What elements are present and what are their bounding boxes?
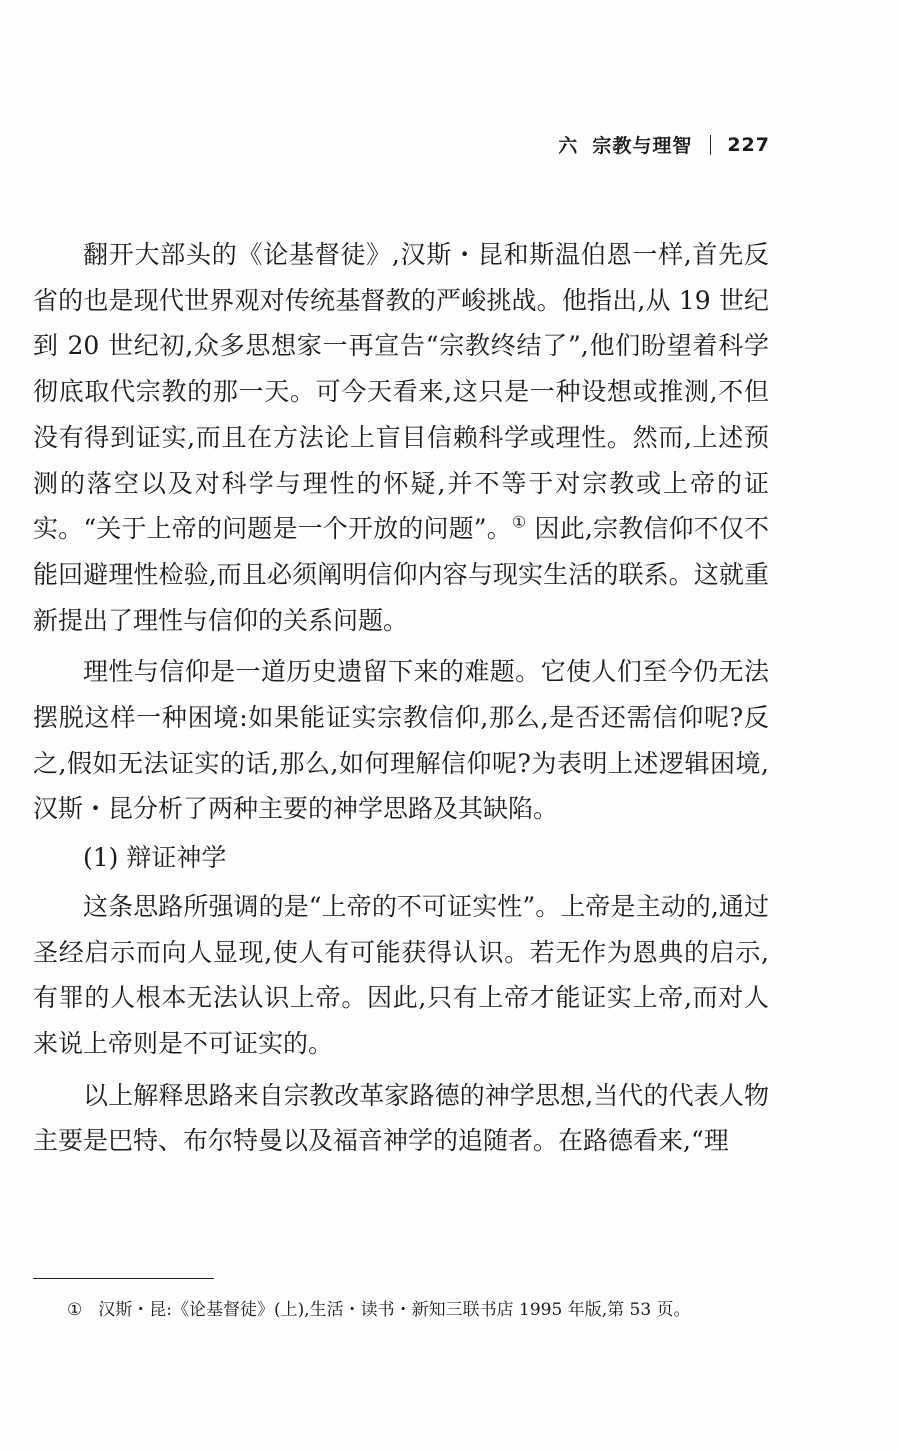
chapter-number: 六 bbox=[558, 135, 579, 157]
footnote-text: 汉斯・昆:《论基督徒》(上),生活・读书・新知三联书店 1995 年版,第 53 页。 bbox=[98, 1300, 691, 1320]
footnote-divider bbox=[33, 1278, 214, 1279]
header-divider bbox=[710, 135, 711, 155]
body-text bbox=[33, 232, 769, 1164]
paragraph-3: 这条思路所强调的是“上帝的不可证实性”。上帝是主动的,通过圣经启示而向人显现,使人有可能获得认识。若无作为恩典的启示,有罪的人根本无法认识上帝。因此,只有上帝才能证实上帝,而对人来说上帝则是不可证实的。 bbox=[33, 891, 769, 1058]
paragraph-1 bbox=[33, 232, 769, 643]
running-header bbox=[558, 131, 770, 158]
footnote-reference[interactable]: ① bbox=[511, 512, 527, 532]
paragraph-1-continuation: 因此,宗教信仰不仅不能回避理性检验,而且必须阐明信仰内容与现实生活的联系。这就重新提出了理性与信仰的关系问题。 bbox=[33, 514, 769, 635]
paragraph-4: 以上解释思路来自宗教改革家路德的神学思想,当代的代表人物主要是巴特、布尔特曼以及福音神学的追随者。在路德看来,“理 bbox=[33, 1080, 769, 1156]
chapter-title: 宗教与理智 bbox=[592, 135, 693, 157]
section-heading: (1) 辩证神学 bbox=[83, 843, 227, 873]
paragraph-2: 理性与信仰是一道历史遗留下来的难题。它使人们至今仍无法摆脱这样一种困境:如果能证实宗教信仰,那么,是否还需信仰呢?反之,假如无法证实的话,那么,如何理解信仰呢?为表明上述逻辑困境,汉斯・昆分析了两种主要的神学思路及其缺陷。 bbox=[33, 657, 769, 824]
page-number: 227 bbox=[727, 133, 770, 156]
footnote-marker: ① bbox=[67, 1300, 83, 1320]
paragraph-1-text: 翻开大部头的《论基督徒》,汉斯・昆和斯温伯恩一样,首先反省的也是现代世界观对传统基督教的严峻挑战。他指出,从 19 世纪到 20 世纪初,众多思想家一再宣告“宗教终结了”,他们盼望着科学彻底取代宗教的那一天。可今天看来,这只是一种设想或推测,不但没有得到证实,而且在方法论上盲目信赖科学或理性。然而,上述预测的落空以及对科学与理性的怀疑,并不等于对宗教或上帝的证实。“关于上帝的问题是一个开放的问题”。 bbox=[33, 240, 769, 544]
footnote bbox=[67, 1298, 691, 1322]
